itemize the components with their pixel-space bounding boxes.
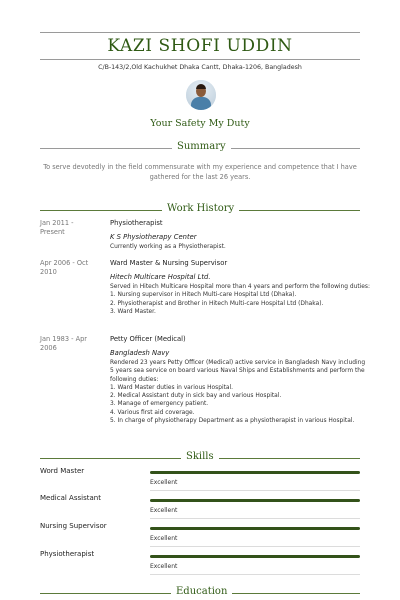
skill-name: Medical Assistant [40, 494, 101, 502]
tagline: Your Safety My Duty [150, 118, 250, 129]
skill-level: Excellent [150, 563, 178, 570]
skill-bar-fill [150, 471, 360, 474]
job-title: Ward Master & Nursing Supervisor [110, 259, 228, 267]
skill-bar-fill [150, 555, 360, 558]
job-description: Currently working as a Physiotherapist. [110, 244, 226, 250]
work-history-heading: Work History [162, 203, 239, 214]
job-description: Served in Hitech Multicare Hospital more than 4 years and perform the following duties: 1. Nursing supervisor in Hitech Multi-care Hospital Ltd (Dhaka). 2. Physiotherapist and Brother in Hitech Multi-care Hospital Ltd (Dhaka). 3. Ward Master. [110, 284, 370, 315]
skill-divider [150, 490, 360, 491]
job-company: K S Physiotherapy Center [110, 233, 197, 241]
job-title: Petty Officer (Medical) [110, 335, 186, 343]
skill-level: Excellent [150, 479, 178, 486]
skill-divider [150, 546, 360, 547]
job-dates: Apr 2006 - Oct 2010 [40, 259, 89, 276]
job-dates: Jan 2011 - Present [40, 219, 74, 236]
profile-photo [186, 80, 216, 110]
summary-text: To serve devotedly in the field commensurate with my experience and competence that I have gathered for the last 26 years. [43, 163, 357, 181]
skill-bar [150, 471, 360, 476]
job-title: Physiotherapist [110, 219, 163, 227]
skill-bar-fill [150, 527, 360, 530]
skill-level: Excellent [150, 507, 178, 514]
header-top-rule [40, 32, 360, 33]
skill-divider [150, 574, 360, 575]
skill-name: Nursing Supervisor [40, 522, 107, 530]
job-dates: Jan 1983 - Apr 2006 [40, 335, 88, 352]
summary-heading: Summary [172, 141, 231, 152]
candidate-name: KAZI SHOFI UDDIN [107, 36, 293, 56]
skill-bar [150, 555, 360, 560]
skill-bar-fill [150, 499, 360, 502]
job-company: Bangladesh Navy [110, 349, 170, 357]
education-heading: Education [171, 586, 232, 597]
skill-level: Excellent [150, 535, 178, 542]
skill-divider [150, 518, 360, 519]
skill-bar [150, 499, 360, 504]
job-company: Hitech Multicare Hospital Ltd. [110, 273, 211, 281]
skill-name: Physiotherapist [40, 550, 95, 558]
skill-name: Word Master [40, 467, 85, 475]
header-bottom-rule [40, 59, 360, 60]
skill-bar [150, 527, 360, 532]
address: C/B-143/2,Old Kachukhet Dhaka Cantt, Dhaka-1206, Bangladesh [98, 64, 302, 71]
skills-heading: Skills [181, 451, 219, 462]
job-description: Rendered 23 years Petty Officer (Medical) active service in Bangladesh Navy including 5 years sea service on board various Naval Ships and Establishments and perform the following duties: 1. Ward Master duties in various Hospital. 2. Medical Assistant duty in sick bay and various Hospital. 3. Manage of emergency patient. 4. Various first aid coverage. 5. In charge of physiotherapy Department as a physiotherapist in various Hospital. [110, 360, 366, 425]
